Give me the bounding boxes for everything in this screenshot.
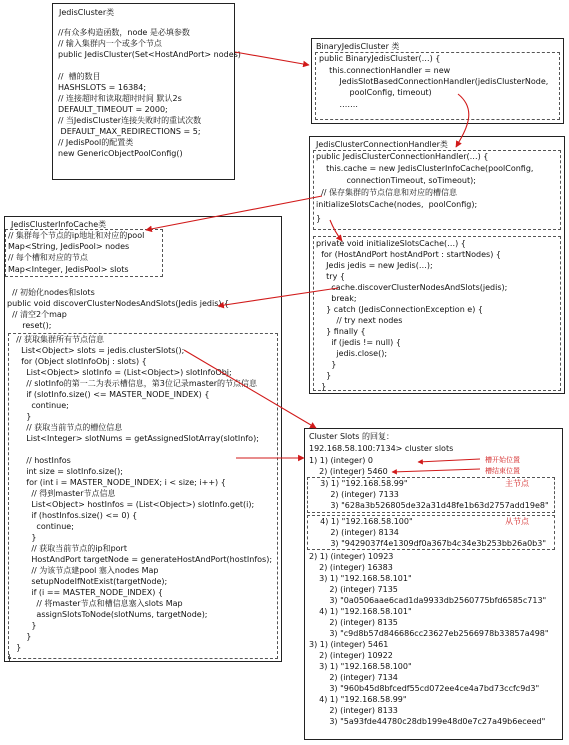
code-line: // 得到master节点信息 (11, 489, 116, 498)
code-line: // 保存集群的节点信息和对应的槽信息 (316, 188, 458, 197)
annotation-master: 主节点 (505, 479, 529, 488)
code-line: public void discoverClusterNodesAndSlots(Jedis jedis) { (7, 299, 230, 308)
cluster-slots-reply-box (304, 428, 563, 740)
initialize-slots-cache-block (313, 236, 561, 391)
code-line: initializeSlotsCache(nodes, poolConfig); (316, 200, 478, 209)
slot-line: 2) (integer) 8134 (310, 528, 399, 537)
code-line: } catch (JedisConnectionException e) { (316, 305, 483, 314)
cluster-info-cache-box (4, 216, 282, 662)
code-line: //有众多构造函数，node 是必填参数 (58, 28, 190, 37)
code-line: int size = slotInfo.size(); (11, 467, 123, 476)
binary-jedis-cluster-title: BinaryJedisCluster 类 (316, 42, 400, 51)
cli-prompt: 192.168.58.100:7134> cluster slots (309, 444, 454, 453)
code-line: // 为该节点建pool 塞入nodes Map (11, 566, 159, 575)
jedis-cluster-box (52, 3, 241, 180)
code-line: } (7, 653, 13, 662)
code-line: // JedisPool的配置类 (58, 138, 134, 147)
code-line: for (int i = MASTER_NODE_INDEX; i < size; i++) { (11, 478, 226, 487)
jedis-cluster-title: JedisCluster类 (59, 8, 115, 17)
code-line: HASHSLOTS = 16384; (58, 83, 147, 92)
code-line: this.connectionHandler = new (319, 66, 451, 75)
slot-line: 2) (integer) 7134 (309, 673, 398, 682)
code-line: DEFAULT_TIMEOUT = 2000; (58, 105, 168, 114)
code-line: // 获取当前节点的槽位信息 (11, 423, 123, 432)
code-line: cache.discoverClusterNodesAndSlots(jedis); (316, 283, 508, 292)
code-line: this.cache = new JedisClusterInfoCache(poolConfig, (316, 164, 534, 173)
binary-constructor-block (315, 52, 560, 120)
handler-constructor-block (313, 150, 561, 230)
code-line: // 每个槽和对应的节点 (8, 253, 88, 262)
slot-line: 3) 1) "192.168.58.99" (310, 479, 408, 488)
code-line: } (316, 382, 327, 391)
slot-line: 3) "9429037f4e1309df0a367b4c34e3b253bb26a0b3" (310, 539, 547, 548)
code-line: Jedis jedis = new Jedis(…); (316, 261, 433, 270)
code-line: DEFAULT_MAX_REDIRECTIONS = 5; (58, 127, 201, 136)
slot-line: 2) (integer) 8135 (309, 618, 398, 627)
code-line: List<Object> slotInfo = (List<Object>) slotInfoObj; (11, 368, 232, 377)
code-line: } (316, 371, 332, 380)
code-line: // 清空2个map (7, 310, 67, 319)
code-line: } (11, 533, 37, 542)
slot-line: 3) "960b45d8bfcedf55cd072ee4ce4a7bd73ccfc9d3" (309, 684, 540, 693)
code-line: JedisSlotBasedConnectionHandler(jedisClusterNode, (319, 77, 549, 86)
annotation-slot-end: 槽结束位置 (485, 467, 520, 475)
slot-line: 2) (integer) 8133 (309, 706, 398, 715)
code-line: ……. (319, 100, 358, 109)
slot-line: 4) 1) "192.168.58.100" (310, 517, 413, 526)
slot-line: 3) 1) (integer) 5461 (309, 640, 389, 649)
code-line: assignSlotsToNode(slotNums, targetNode); (11, 610, 208, 619)
code-line: poolConfig, timeout) (319, 88, 432, 97)
code-line: // 槽的数目 (58, 72, 101, 81)
code-line: // 获取集群所有节点信息 (11, 335, 105, 344)
slot-line: 3) "0a0506aae6cad1da9933db2560775bfd6585c713" (309, 596, 547, 605)
code-line: } (11, 643, 22, 652)
slot-line: 3) "5a93fde44780c28db199e48d0e7c27a49b6eceed" (309, 717, 546, 726)
code-line: for (Object slotInfoObj : slots) { (11, 357, 147, 366)
cluster-slots-title: Cluster Slots 的回复： (309, 432, 394, 441)
arrow-cluster-to-binary (235, 52, 309, 65)
code-line: break; (316, 294, 357, 303)
code-line: if (slotInfo.size() <= MASTER_NODE_INDEX) { (11, 390, 210, 399)
code-line: // 输入集群内一个或多个节点 (58, 39, 162, 48)
code-line: HostAndPort targetNode = generateHostAndPort(hostInfos); (11, 555, 273, 564)
code-line: List<Integer> slotNums = getAssignedSlotArray(slotInfo); (11, 434, 259, 443)
code-line: for (HostAndPort hostAndPort : startNodes) { (316, 250, 501, 259)
code-line: } (316, 360, 337, 369)
code-line: // 连接超时和读取超时时间 默认2s (58, 94, 182, 103)
slot-line: 2) (integer) 5460 (309, 467, 388, 476)
slot-line: 3) "628a3b526805de32a31d48fe1b63d2757add19e8" (310, 501, 549, 510)
code-line: if (hostInfos.size() <= 0) { (11, 511, 138, 520)
slot-line: 4) 1) "192.168.58.101" (309, 607, 412, 616)
code-line: private void initializeSlotsCache(…) { (316, 239, 466, 248)
code-line: // hostInfos (11, 456, 71, 465)
code-line: // 集群每个节点的ip地址和对应的pool (8, 231, 145, 240)
slot-line: 3) 1) "192.168.58.100" (309, 662, 412, 671)
code-line: public JedisCluster(Set<HostAndPort> nodes) (58, 50, 241, 59)
slot-line: 2) (integer) 7133 (310, 490, 399, 499)
slot-line: 2) (integer) 7135 (309, 585, 398, 594)
code-line: reset(); (7, 321, 52, 330)
annotation-slot-start: 槽开始位置 (485, 456, 520, 464)
slot-line: 2) (integer) 16383 (309, 563, 393, 572)
code-line: connectionTimeout, soTimeout); (316, 176, 476, 185)
code-line: jedis.close(); (316, 349, 388, 358)
binary-jedis-cluster-box (311, 38, 564, 124)
code-line: Map<String, JedisPool> nodes (8, 242, 130, 251)
slot-line: 3) 1) "192.168.58.101" (309, 574, 412, 583)
code-line: } finally { (316, 327, 366, 336)
slot-line: 2) 1) (integer) 10923 (309, 552, 394, 561)
code-line: // try next nodes (316, 316, 403, 325)
code-line: Map<Integer, JedisPool> slots (8, 265, 129, 274)
code-line: try { (316, 272, 345, 281)
code-line: continue; (11, 522, 74, 531)
code-line: List<Object> hostInfos = (List<Object>) slotInfo.get(i); (11, 500, 255, 509)
code-line: // slotInfo的第一二为表示槽信息，第3位记录master的节点信息 (11, 379, 258, 388)
code-line: } (11, 632, 32, 641)
code-line: public JedisClusterConnectionHandler(…) { (316, 152, 489, 161)
slot-line: 4) 1) "192.168.58.99" (309, 695, 407, 704)
code-line: setupNodeIfNotExist(targetNode); (11, 577, 168, 586)
slot-line: 3) "c9d8b57d846686cc23627eb2566978b33857a498" (309, 629, 549, 638)
code-line: } (11, 621, 37, 630)
cluster-info-cache-title: JedisClusterInfoCache类 (11, 220, 107, 229)
code-line: continue; (11, 401, 69, 410)
code-line: // 初始化nodes和slots (7, 288, 95, 297)
discover-slots-body-block (8, 333, 278, 659)
slot-line: 2) (integer) 10922 (309, 651, 393, 660)
annotation-slave: 从节点 (505, 517, 529, 526)
connection-handler-title: JedisClusterConnectionHandler类 (316, 140, 448, 149)
code-line: List<Object> slots = jedis.clusterSlots(); (11, 346, 185, 355)
code-line: // 获取当前节点的ip和port (11, 544, 127, 553)
code-line: // 将master节点和槽信息塞入slots Map (11, 599, 183, 608)
cache-fields-block (5, 229, 163, 277)
connection-handler-box (309, 136, 565, 394)
code-line: if (i == MASTER_NODE_INDEX) { (11, 588, 164, 597)
code-line: } (316, 214, 322, 223)
code-line: } (11, 412, 32, 421)
code-line: public BinaryJedisCluster(…) { (319, 54, 441, 63)
code-line: if (jedis != null) { (316, 338, 401, 347)
code-line: new GenericObjectPoolConfig() (58, 149, 183, 158)
slot-line: 1) 1) (integer) 0 (309, 456, 374, 465)
code-line: // 当JedisCluster连接失败时的重试次数 (58, 116, 202, 125)
